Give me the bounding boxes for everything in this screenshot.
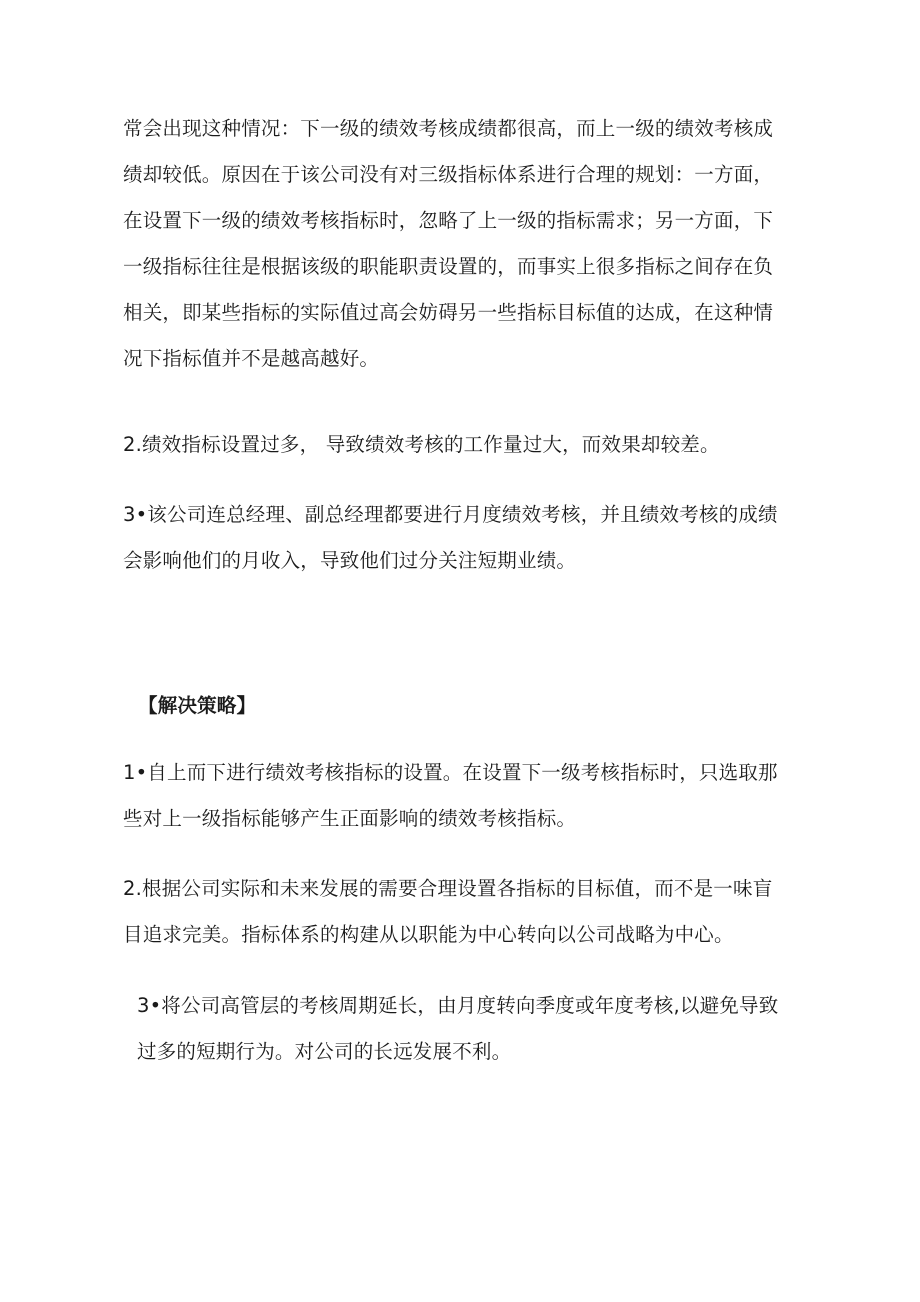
paragraph-line: 在设置下一级的绩效考核指标时，忽略了上一级的指标需求；另一方面，下 [123,209,774,232]
paragraph-line: 相关，即某些指标的实际值过高会妨碍另一些指标目标值的达成，在这种情 [123,301,774,324]
paragraph-line: 过多的短期行为。对公司的长远发展不利。 [137,1040,512,1063]
paragraph-line: 况下指标值并不是越高越好。 [123,347,380,370]
solution-item-2 [123,866,803,958]
paragraph-line: 会影响他们的月收入，导致他们过分关注短期业绩。 [123,549,577,572]
paragraph-line: 3•该公司连总经理、副总经理都要进行月度绩效考核，并且绩效考核的成绩 [123,503,778,526]
solution-item-3 [137,983,817,1075]
solutions-heading [138,683,818,729]
solution-item-1 [123,750,803,842]
paragraph-line: 目追求完美。指标体系的构建从以职能为中心转向以公司战略为中心。 [123,923,734,946]
paragraph-line: 些对上一级指标能够产生正面影响的绩效考核指标。 [123,807,577,830]
paragraph-line: 3•将公司高管层的考核周期延长，由月度转向季度或年度考核,以避免导致 [137,994,779,1017]
paragraph-line: 1•自上而下进行绩效考核指标的设置。在设置下一级考核指标时，只选取那 [123,761,778,784]
problem-point-3 [123,492,803,584]
paragraph-line: 2.根据公司实际和未来发展的需要合理设置各指标的目标值，而不是一味盲 [123,877,773,900]
problem-point-2 [123,422,803,468]
heading-text: 【解决策略】 [138,694,257,717]
paragraph-line: 常会出现这种情况：下一级的绩效考核成绩都很高，而上一级的绩效考核成 [123,117,774,140]
problem-intro-paragraph [123,106,803,382]
paragraph-line: 绩却较低。原因在于该公司没有对三级指标体系进行合理的规划：一方面， [123,163,774,186]
paragraph-line: 一级指标往往是根据该级的职能职责设置的，而事实上很多指标之间存在负 [123,255,774,278]
paragraph-line: 2.绩效指标设置过多， 导致绩效考核的工作量过大，而效果却较差。 [123,433,720,456]
